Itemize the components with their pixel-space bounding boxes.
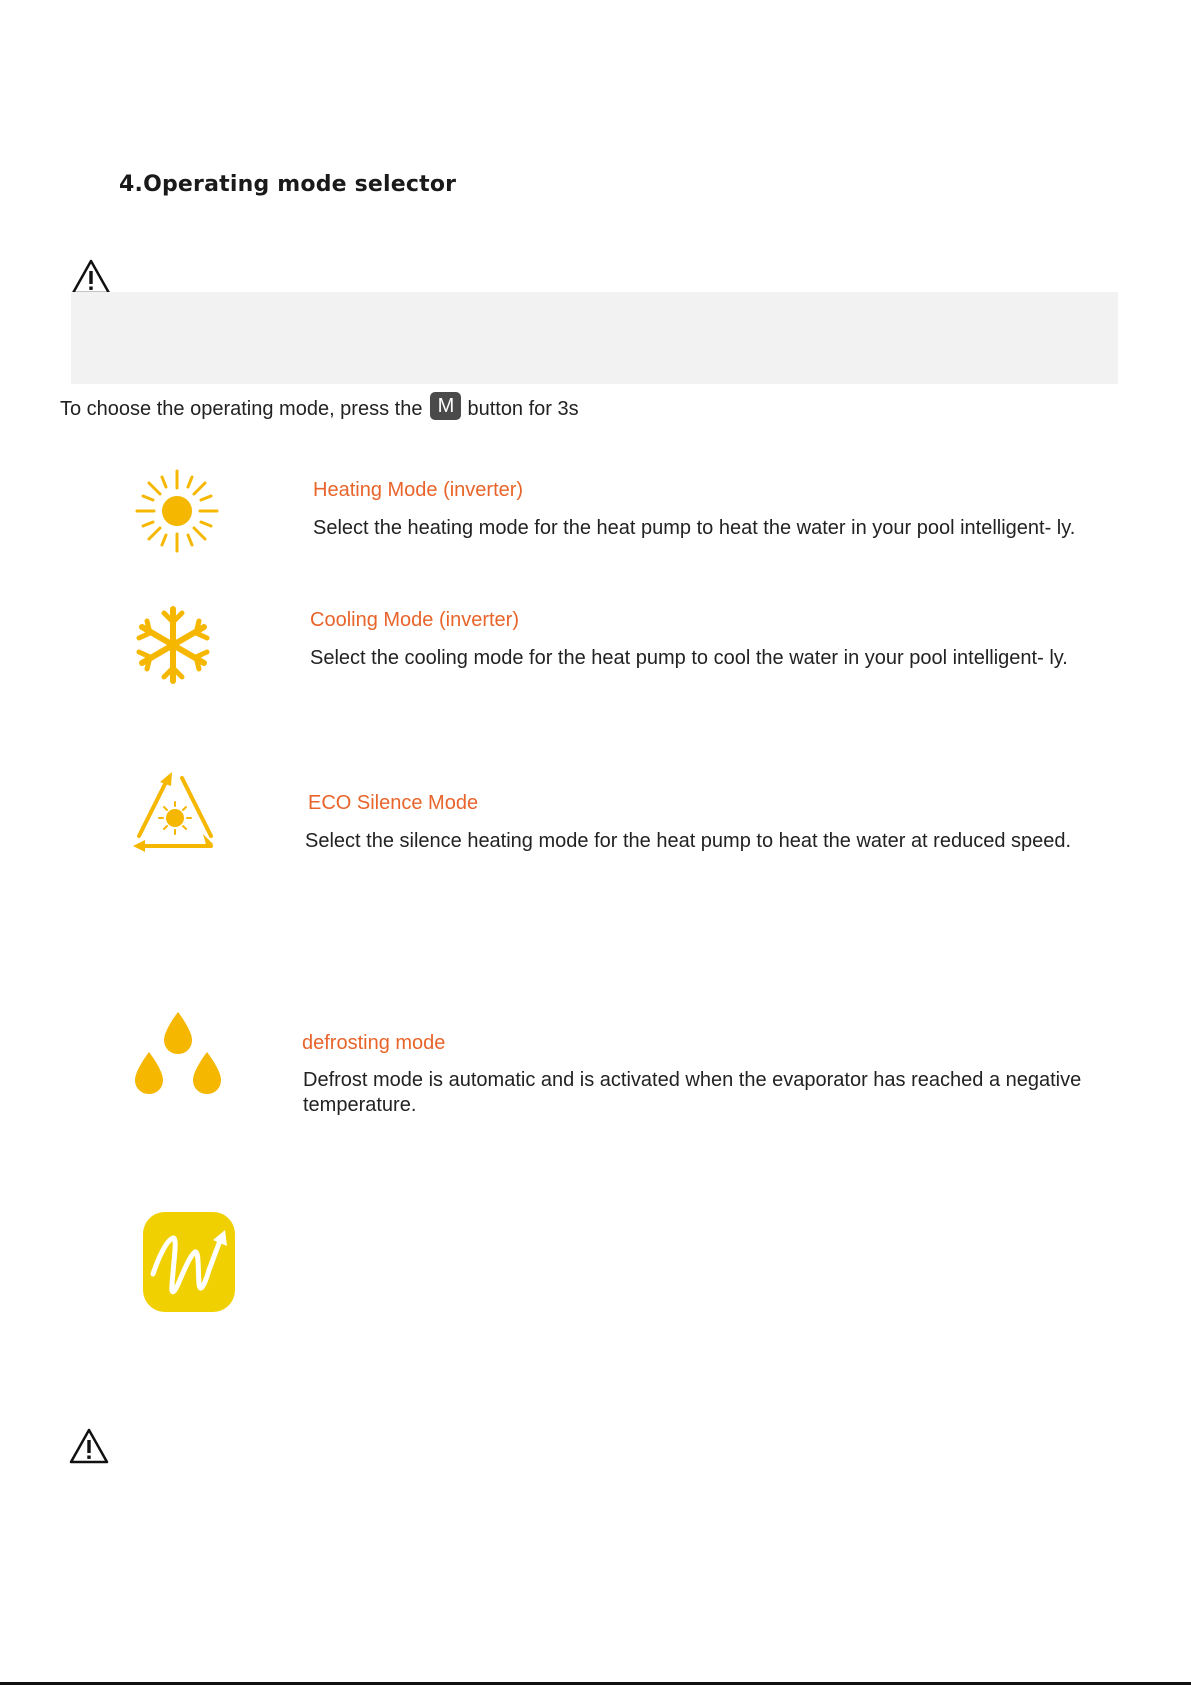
- m-button: M: [430, 392, 461, 420]
- heating-mode-title: Heating Mode (inverter): [313, 479, 524, 501]
- eco-silence-mode-description: Select the silence heating mode for the heat pump to heat the water at reduced speed.: [305, 830, 1072, 852]
- cooling-mode-title: Cooling Mode (inverter): [310, 609, 519, 631]
- sun-icon: [135, 469, 219, 553]
- section-heading: 4.Operating mode selector: [119, 172, 457, 197]
- cooling-mode-description: Select the cooling mode for the heat pump to cool the water in your pool intelligent- ly.: [310, 647, 1068, 669]
- water-drops-icon: [133, 1010, 223, 1095]
- boost-w-arrow-icon: [143, 1212, 235, 1312]
- warning-icon-bottom: [68, 1427, 110, 1470]
- defrosting-mode-title: defrosting mode: [302, 1032, 446, 1054]
- snowflake-icon: [133, 605, 213, 685]
- heating-mode-description: Select the heating mode for the heat pump to heat the water in your pool intelligent- ly.: [313, 517, 1076, 539]
- notice-band: [71, 292, 1118, 384]
- instruction-line: [60, 395, 579, 423]
- defrosting-mode-description: Defrost mode is automatic and is activated when the evaporator has reached a negative temperature.: [303, 1069, 1082, 1116]
- eco-silence-mode-title: ECO Silence Mode: [308, 792, 479, 814]
- instruction-text-before: To choose the operating mode, press the: [60, 397, 423, 420]
- instruction-text-after: button for 3s: [467, 397, 579, 420]
- eco-triangle-sun-icon: [133, 770, 217, 852]
